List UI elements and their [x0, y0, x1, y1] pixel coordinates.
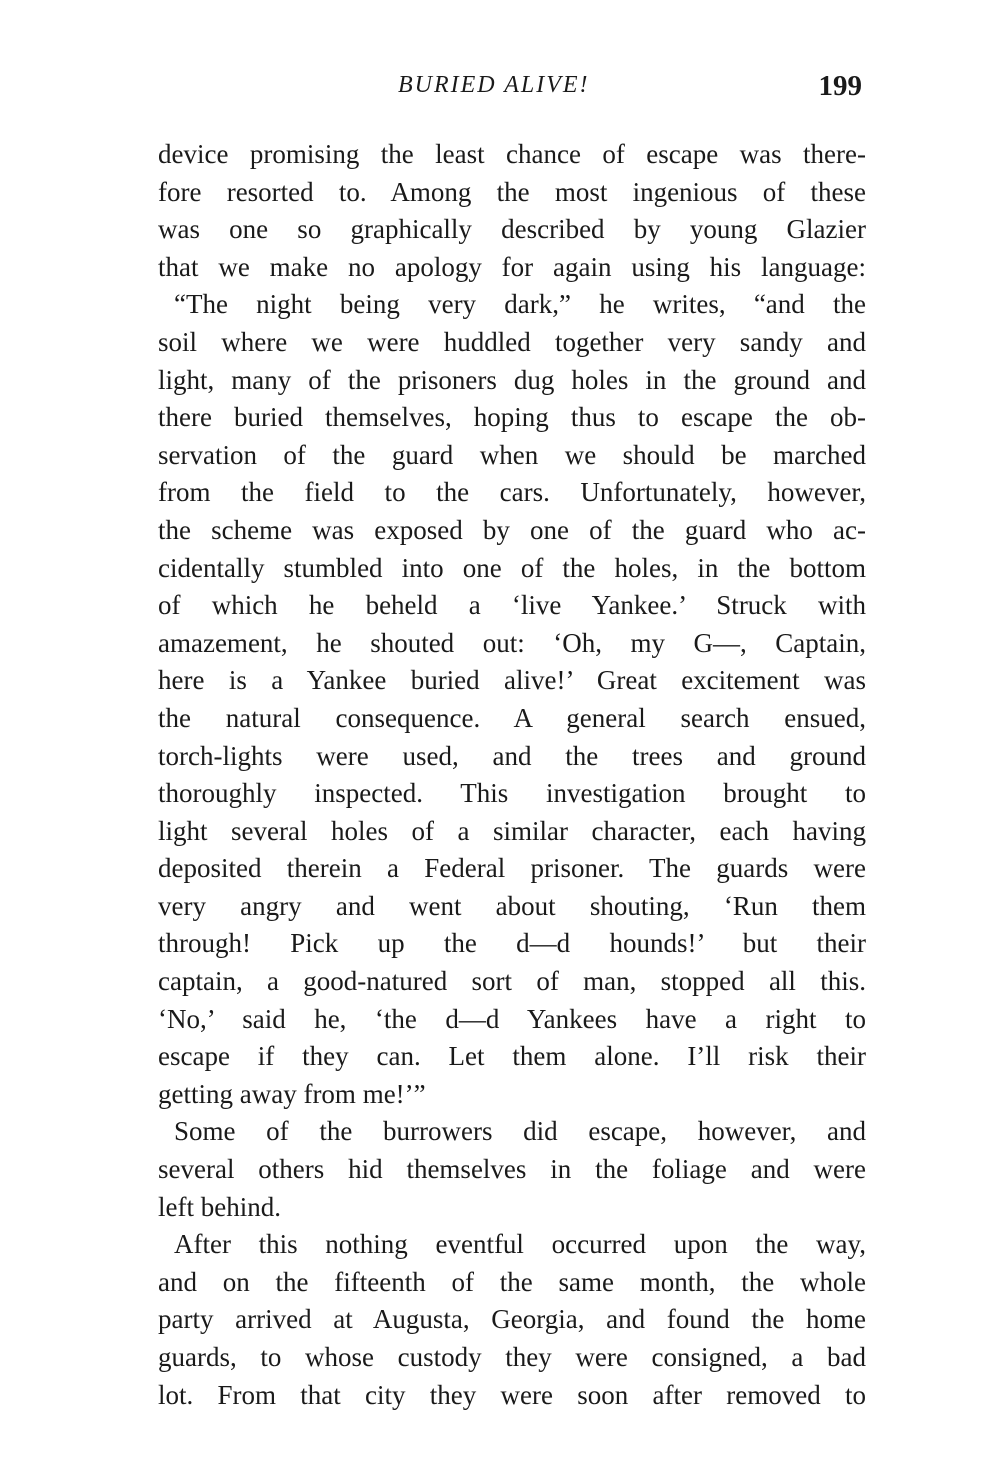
text-line: After this nothing eventful occurred upon the way, — [174, 1229, 866, 1260]
text-line: there buried themselves, hoping thus to escape the ob- — [158, 402, 866, 433]
text-line: torch-lights were used, and the trees and ground — [158, 740, 866, 771]
text-line: fore resorted to. Among the most ingenious of these — [158, 176, 866, 207]
text-line: light several holes of a similar character, each having — [158, 815, 866, 846]
text-line: here is a Yankee buried alive!’ Great excitement was — [158, 665, 866, 696]
text-line: escape if they can. Let them alone. I’ll risk their — [158, 1041, 866, 1072]
page-number: 199 — [818, 70, 862, 102]
text-line: device promising the least chance of escape was there- — [158, 139, 866, 169]
text-line: of which he beheld a ‘live Yankee.’ Struck with — [158, 590, 866, 621]
text-line: thoroughly inspected. This investigation brought to — [158, 778, 866, 809]
text-line: from the field to the cars. Unfortunately, however, — [158, 477, 866, 508]
text-line: the scheme was exposed by one of the guard who ac- — [158, 514, 866, 545]
text-line: left behind. — [158, 1191, 281, 1222]
text-line: getting away from me!’” — [158, 1078, 426, 1109]
text-line: servation of the guard when we should be marched — [158, 439, 866, 470]
text-line: deposited therein a Federal prisoner. The guards were — [158, 853, 866, 884]
text-line: “The night being very dark,” he writes, “and the — [174, 289, 866, 320]
text-line: guards, to whose custody they were consigned, a bad — [158, 1342, 866, 1372]
text-line: ‘No,’ said he, ‘the d—d Yankees have a right to — [158, 1003, 866, 1034]
text-line: several others hid themselves in the foliage and were — [158, 1154, 866, 1185]
text-line: light, many of the prisoners dug holes in the ground and — [158, 364, 866, 395]
text-line: soil where we were huddled together very sandy and — [158, 326, 866, 357]
text-line: cidentally stumbled into one of the holes, in the bottom — [158, 552, 866, 583]
page-body-text — [158, 136, 866, 1414]
text-line: very angry and went about shouting, ‘Run them — [158, 890, 866, 921]
text-line: was one so graphically described by young Glazier — [158, 214, 866, 245]
text-line: through! Pick up the d—d hounds!’ but their — [158, 928, 866, 959]
text-line: amazement, he shouted out: ‘Oh, my G—, Captain, — [158, 627, 866, 658]
text-line: and on the fifteenth of the same month, the whole — [158, 1266, 866, 1297]
text-line: Some of the burrowers did escape, however, and — [174, 1116, 866, 1147]
text-line: that we make no apology for again using his language: — [158, 251, 866, 282]
text-line: lot. From that city they were soon after removed to — [158, 1379, 866, 1410]
text-line: captain, a good-natured sort of man, stopped all this. — [158, 966, 866, 997]
text-line: party arrived at Augusta, Georgia, and found the home — [158, 1304, 866, 1335]
running-title: BURIED ALIVE! — [398, 72, 590, 98]
text-line: the natural consequence. A general search ensued, — [158, 702, 866, 733]
page-header — [158, 72, 866, 112]
